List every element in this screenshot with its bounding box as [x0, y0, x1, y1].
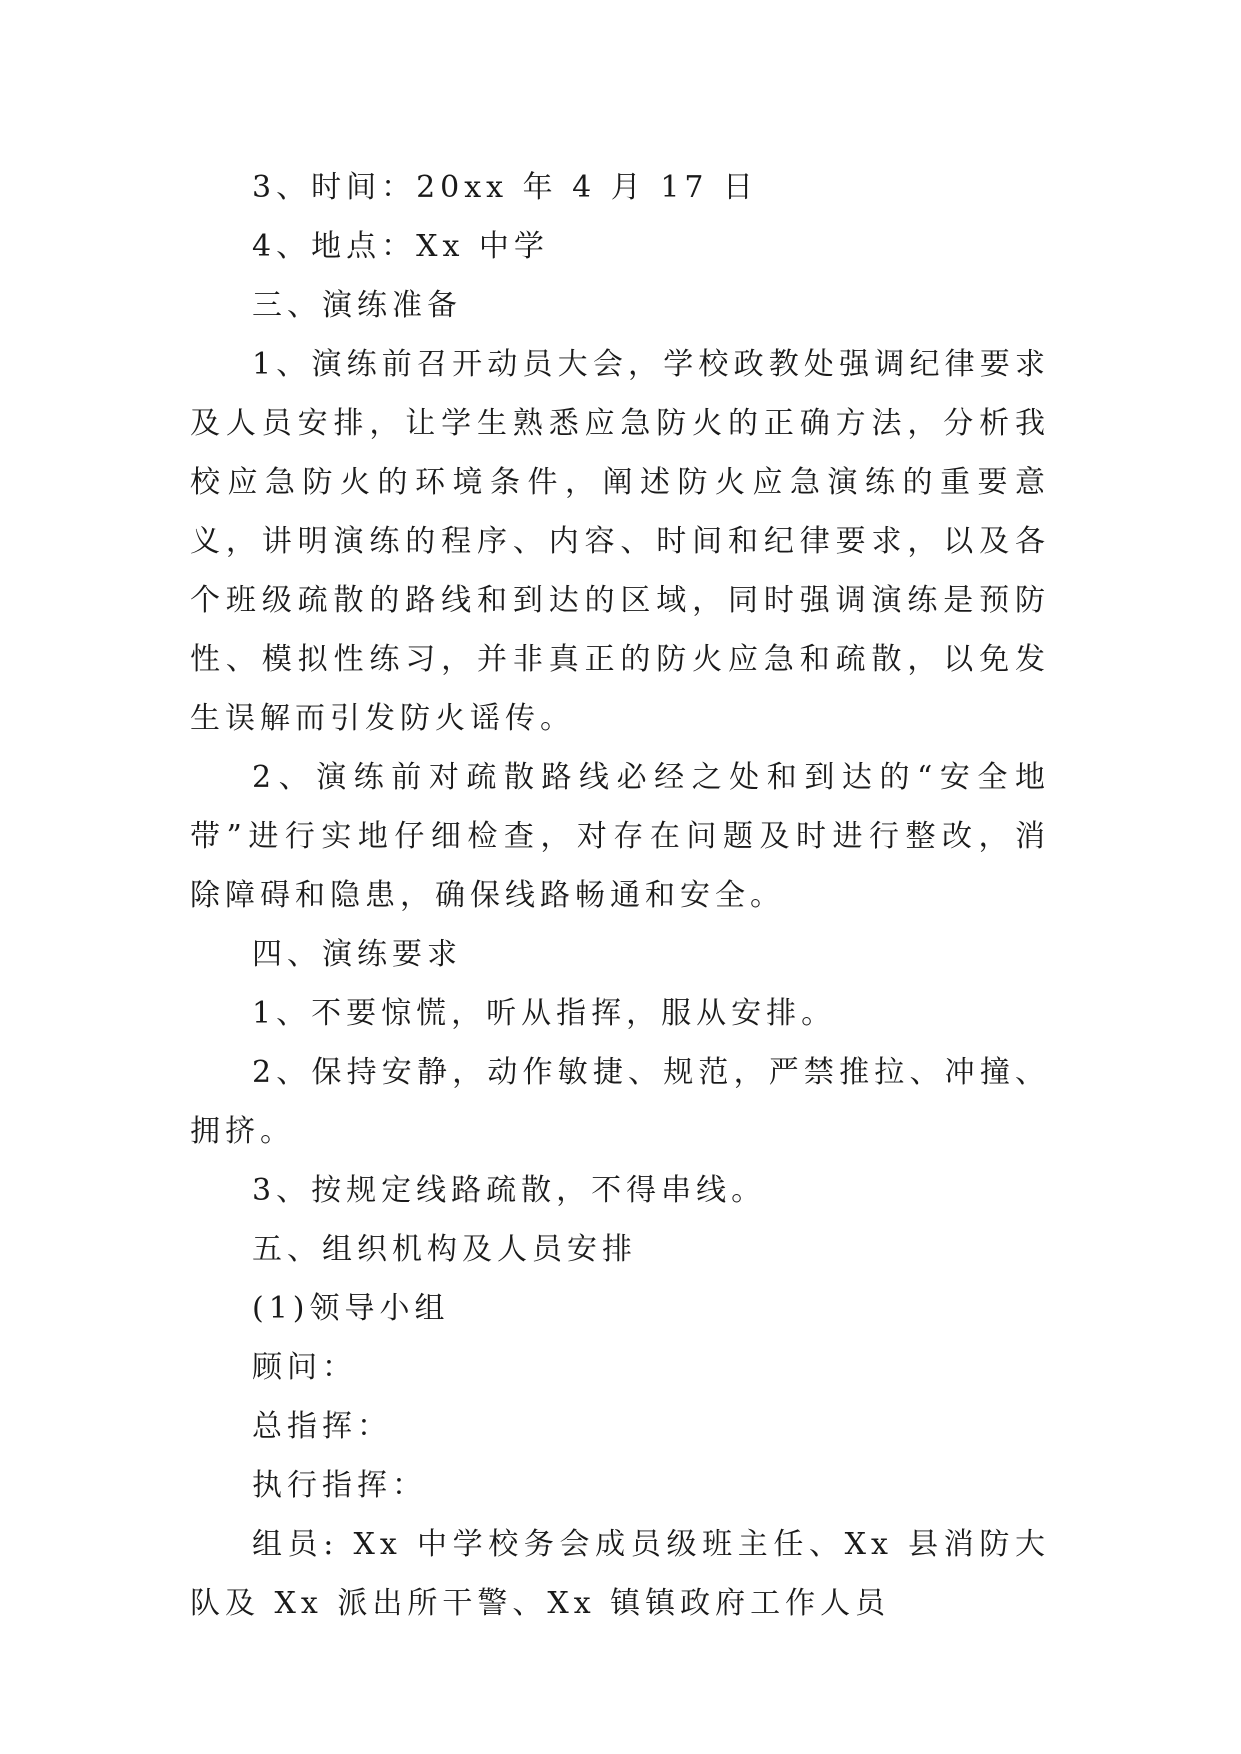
paragraph-requirement-1: 1、不要惊慌，听从指挥，服从安排。: [252, 996, 837, 1031]
section-heading-requirements: 四、演练要求: [252, 937, 462, 972]
paragraph-preparation-2: 2、演练前对疏散路线必经之处和到达的“安全地带”进行实地仔细检查，对存在问题及时进行整改，消除障碍和隐患，确保线路畅通和安全。: [190, 760, 1050, 913]
section-heading-organization: 五、组织机构及人员安排: [252, 1232, 637, 1267]
document-body: [190, 158, 1050, 1633]
paragraph-preparation-1: 1、演练前召开动员大会，学校政教处强调纪律要求及人员安排，让学生熟悉应急防火的正确方法，分析我校应急防火的环境条件，阐述防火应急演练的重要意义，讲明演练的程序、内容、时间和纪律要求，以及各个班级疏散的路线和到达的区域，同时强调演练是预防性、模拟性练习，并非真正的防火应急和疏散，以免发生误解而引发防火谣传。: [190, 347, 1050, 736]
paragraph-requirement-3: 3、按规定线路疏散，不得串线。: [252, 1173, 767, 1208]
paragraph-advisor: 顾问：: [252, 1350, 357, 1385]
paragraph-time: 3、时间：20xx 年 4 月 17 日: [252, 170, 759, 205]
subheading-leadership-group: (1)领导小组: [252, 1291, 450, 1326]
paragraph-requirement-2: 2、保持安静，动作敏捷、规范，严禁推拉、冲撞、拥挤。: [190, 1055, 1050, 1149]
paragraph-members: 组员: Xx 中学校务会成员级班主任、Xx 县消防大队及 Xx 派出所干警、Xx 镇镇政府工作人员: [190, 1527, 1050, 1621]
paragraph-commander: 总指挥：: [252, 1409, 392, 1444]
section-heading-preparation: 三、演练准备: [252, 288, 462, 323]
paragraph-location: 4、地点：Xx 中学: [252, 229, 549, 264]
paragraph-executive-commander: 执行指挥：: [252, 1468, 427, 1503]
